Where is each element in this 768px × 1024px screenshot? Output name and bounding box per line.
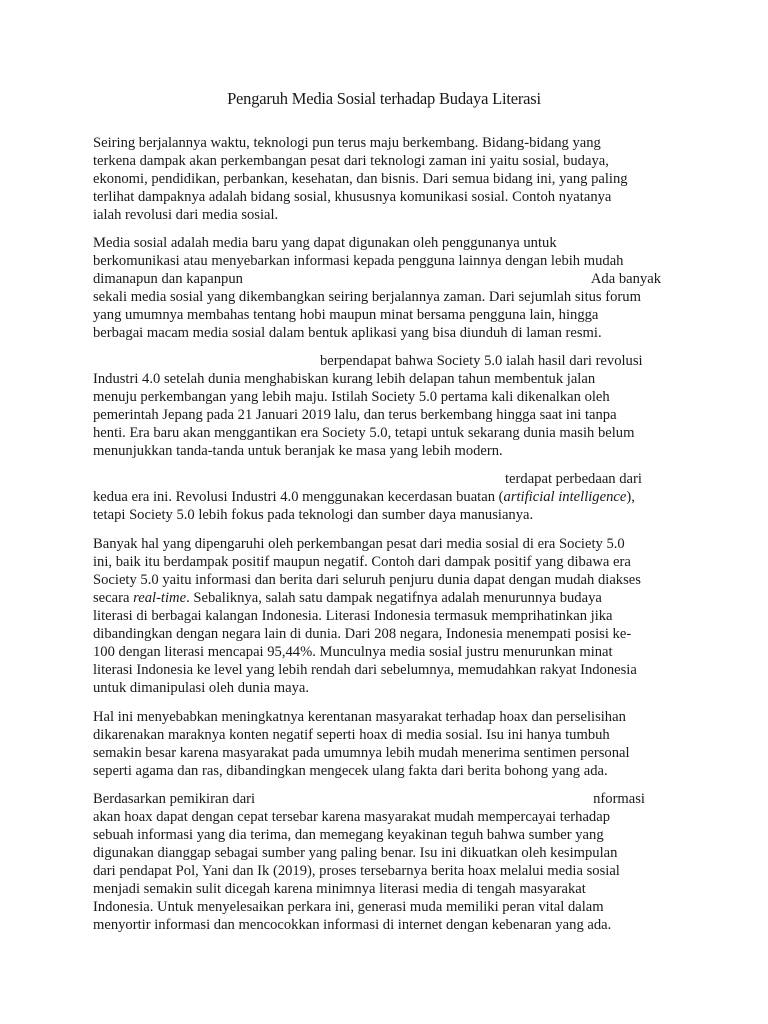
text-line: digunakan dianggap sebagai sumber yang paling benar. Isu ini dikuatkan oleh kesimpulan [93, 845, 618, 861]
text-line: terdapat perbedaan dari [505, 471, 642, 487]
text-line: literasi di berbagai kalangan Indonesia. Literasi Indonesia termasuk memprihatinkan jika [93, 608, 613, 624]
paragraph-3 [93, 352, 683, 460]
text-line-split [93, 790, 683, 808]
document-title: Pengaruh Media Sosial terhadap Budaya Literasi [227, 89, 541, 108]
text-line: dibandingkan dengan negara lain di dunia. Dari 208 negara, Indonesia menempati posisi ke- [93, 626, 632, 642]
text-line: tetapi Society 5.0 lebih fokus pada teknologi dan sumber daya manusianya. [93, 507, 534, 523]
text-line: menjadi semakin sulit dicegah karena minimnya literasi media di tengah masyarakat [93, 881, 586, 897]
text-line: ekonomi, pendidikan, perbankan, kesehatan, dan bisnis. Dari semua bidang ini, yang paling [93, 171, 628, 187]
text-line: Seiring berjalannya waktu, teknologi pun terus maju berkembang. Bidang-bidang yang [93, 135, 601, 151]
text-line: ialah revolusi dari media sosial. [93, 207, 279, 223]
text-line: terkena dampak akan perkembangan pesat dari teknologi zaman ini yaitu sosial, budaya, [93, 153, 609, 169]
text-fragment: nformasi [593, 791, 645, 807]
text-fragment: Ada banyak [590, 271, 661, 287]
text-line [93, 488, 683, 506]
text-fragment: ), [626, 489, 635, 505]
text-line: dari pendapat Pol, Yani dan Ik (2019), proses tersebarnya berita hoax melalui media sosial [93, 863, 620, 879]
text-line [93, 589, 683, 607]
text-line: pemerintah Jepang pada 21 Januari 2019 lalu, dan terus berkembang hingga saat ini tanpa [93, 407, 617, 423]
text-line: menunjukkan tanda-tanda untuk beranjak ke masa yang lebih modern. [93, 443, 503, 459]
text-line: Industri 4.0 setelah dunia menghabiskan kurang lebih delapan tahun membentuk jalan [93, 371, 596, 387]
italic-term: artificial intelligence [503, 489, 627, 505]
text-line: sekali media sosial yang dikembangkan seiring berjalannya zaman. Dari sejumlah situs forum [93, 289, 641, 305]
text-line: Media sosial adalah media baru yang dapat digunakan oleh penggunanya untuk [93, 235, 557, 251]
text-line: ini, baik itu berdampak positif maupun negatif. Contoh dari dampak positif yang dibawa era [93, 554, 631, 570]
text-line: literasi Indonesia ke level yang lebih rendah dari sebelumnya, memudahkan rakyat Indonesia [93, 662, 637, 678]
text-fragment: dimanapun dan kapanpun [93, 271, 243, 287]
text-line: menyortir informasi dan mencocokkan informasi di internet dengan kebenaran yang ada. [93, 917, 612, 933]
text-line: dikarenakan maraknya konten negatif seperti hoax di media sosial. Isu ini hanya tumbuh [93, 727, 610, 743]
text-line: akan hoax dapat dengan cepat tersebar karena masyarakat mudah mempercayai terhadap [93, 809, 611, 825]
text-line-split [93, 270, 683, 288]
text-line: menuju perkembangan yang lebih maju. Istilah Society 5.0 pertama kali dikenalkan oleh [93, 389, 610, 405]
text-line: Society 5.0 yaitu informasi dan berita dari seluruh penjuru dunia dapat dengan mudah diakses [93, 572, 641, 588]
text-line: berpendapat bahwa Society 5.0 ialah hasil dari revolusi [320, 353, 643, 369]
text-line: terlihat dampaknya adalah bidang sosial, khususnya komunikasi sosial. Contoh nyatanya [93, 189, 612, 205]
text-line: henti. Era baru akan menggantikan era Society 5.0, tetapi untuk sekarang dunia masih belum [93, 425, 635, 441]
text-line: Indonesia. Untuk menyelesaikan perkara ini, generasi muda memiliki peran vital dalam [93, 899, 604, 915]
text-fragment: . Sebaliknya, salah satu dampak negatifnya adalah menurunnya budaya [186, 590, 602, 606]
text-line: semakin besar karena masyarakat pada umumnya lebih mudah menerima sentimen personal [93, 745, 630, 761]
text-line: untuk dimanipulasi oleh dunia maya. [93, 680, 310, 696]
text-line: sebuah informasi yang dia terima, dan memegang keyakinan teguh bahwa sumber yang [93, 827, 604, 843]
text-fragment: secara [93, 590, 134, 606]
text-line: seperti agama dan ras, dibandingkan mengecek ulang fakta dari berita bohong yang ada. [93, 763, 608, 779]
text-fragment: kedua era ini. Revolusi Industri 4.0 menggunakan kecerdasan buatan ( [93, 489, 504, 505]
text-line: berkomunikasi atau menyebarkan informasi kepada pengguna lainnya dengan lebih mudah [93, 253, 624, 269]
paragraph-2 [93, 234, 683, 342]
italic-term: real-time [133, 590, 187, 606]
text-line: yang umumnya membahas tentang hobi maupun minat bersama pengguna lain, hingga [93, 307, 599, 323]
text-line: Hal ini menyebabkan meningkatnya kerentanan masyarakat terhadap hoax dan perselisihan [93, 709, 626, 725]
text-line: Banyak hal yang dipengaruhi oleh perkembangan pesat dari media sosial di era Society 5.0 [93, 536, 625, 552]
text-fragment: Berdasarkan pemikiran dari [93, 791, 256, 807]
paragraph-6 [93, 708, 683, 780]
paragraph-5 [93, 535, 683, 697]
paragraph-7 [93, 790, 683, 934]
paragraph-1 [93, 134, 683, 224]
text-line: berbagai macam media sosial dalam bentuk aplikasi yang bisa diunduh di laman resmi. [93, 325, 602, 341]
text-line: 100 dengan literasi mencapai 95,44%. Munculnya media sosial justru menurunkan minat [93, 644, 613, 660]
paragraph-4 [93, 470, 683, 524]
